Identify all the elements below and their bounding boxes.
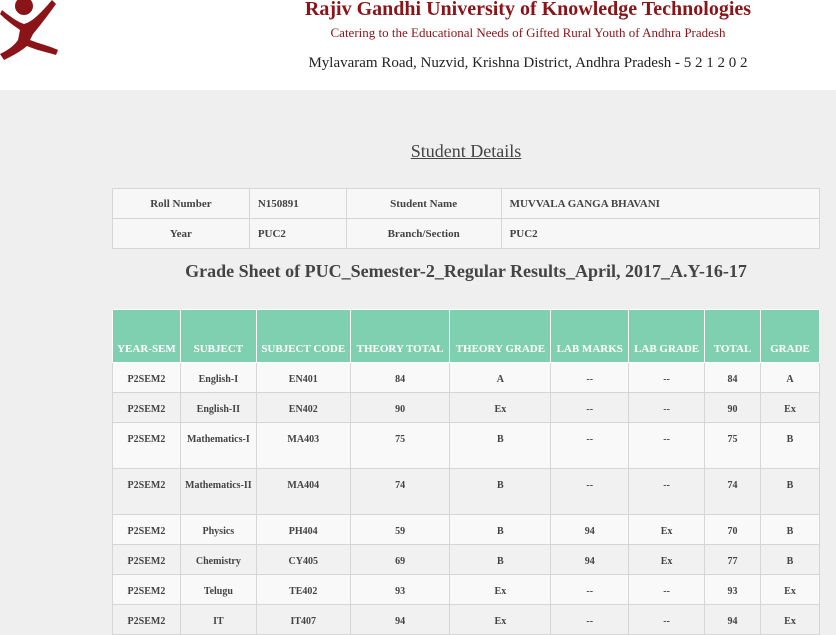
total-cell: 94 [705,605,761,635]
lab-grade-cell: -- [629,393,705,423]
theory-grade-cell: B [450,469,551,515]
year-sem-cell: P2SEM2 [113,515,181,545]
subject-code-cell: EN402 [256,393,350,423]
column-header: THEORY TOTAL [350,310,450,363]
subject-cell: Mathematics-II [180,469,256,515]
grade-table-header-row [113,310,820,363]
column-header: GRADE [760,310,819,363]
theory-total-cell: 84 [350,363,450,393]
lab-marks-cell: -- [551,363,629,393]
lab-marks-cell: 94 [551,545,629,575]
theory-grade-cell: B [450,515,551,545]
university-title: Rajiv Gandhi University of Knowledge Technologies [304,0,752,20]
theory-grade-cell: Ex [450,605,551,635]
lab-grade-cell: -- [629,575,705,605]
grade-sheet-table [112,309,820,635]
theory-grade-cell: Ex [450,575,551,605]
column-header: SUBJECT CODE [256,310,350,363]
subject-cell: Telugu [180,575,256,605]
lab-marks-cell: -- [551,423,629,469]
branch-section-value: PUC2 [501,219,819,249]
theory-total-cell: 59 [350,515,450,545]
university-tagline: Catering to the Educational Needs of Gifted Rural Youth of Andhra Pradesh [330,25,726,40]
student-name-label: Student Name [346,189,501,219]
theory-grade-cell: B [450,423,551,469]
table-row [113,469,820,515]
grade-cell: B [760,515,819,545]
year-sem-cell: P2SEM2 [113,363,181,393]
lab-marks-cell: -- [551,393,629,423]
table-row [113,515,820,545]
student-details-row [113,219,820,249]
grade-cell: A [760,363,819,393]
lab-grade-cell: -- [629,423,705,469]
total-cell: 77 [705,545,761,575]
subject-code-cell: MA404 [256,469,350,515]
grade-cell: Ex [760,393,819,423]
table-row [113,423,820,469]
lab-marks-cell: -- [551,469,629,515]
page-header [0,0,836,90]
lab-marks-cell: -- [551,575,629,605]
grade-cell: B [760,469,819,515]
theory-total-cell: 93 [350,575,450,605]
subject-code-cell: PH404 [256,515,350,545]
theory-grade-cell: Ex [450,393,551,423]
theory-total-cell: 75 [350,423,450,469]
branch-section-label: Branch/Section [346,219,501,249]
grade-cell: B [760,545,819,575]
lab-grade-cell: -- [629,363,705,393]
grade-cell: Ex [760,605,819,635]
table-row [113,575,820,605]
theory-total-cell: 90 [350,393,450,423]
subject-cell: Chemistry [180,545,256,575]
lab-marks-cell: 94 [551,515,629,545]
subject-cell: IT [180,605,256,635]
roll-number-label: Roll Number [113,189,250,219]
theory-total-cell: 74 [350,469,450,515]
total-cell: 74 [705,469,761,515]
subject-cell: Mathematics-I [180,423,256,469]
theory-total-cell: 94 [350,605,450,635]
column-header: YEAR-SEM [113,310,181,363]
year-sem-cell: P2SEM2 [113,469,181,515]
year-value: PUC2 [249,219,346,249]
year-sem-cell: P2SEM2 [113,545,181,575]
table-row [113,363,820,393]
subject-cell: English-I [180,363,256,393]
subject-code-cell: MA403 [256,423,350,469]
year-label: Year [113,219,250,249]
student-details-heading: Student Details [410,141,522,161]
subject-code-cell: CY405 [256,545,350,575]
year-sem-cell: P2SEM2 [113,575,181,605]
student-details-table [112,188,820,249]
lab-grade-cell: Ex [629,515,705,545]
column-header: SUBJECT [180,310,256,363]
total-cell: 90 [705,393,761,423]
year-sem-cell: P2SEM2 [113,393,181,423]
column-header: LAB GRADE [629,310,705,363]
column-header: THEORY GRADE [450,310,551,363]
roll-number-value: N150891 [249,189,346,219]
year-sem-cell: P2SEM2 [113,605,181,635]
year-sem-cell: P2SEM2 [113,423,181,469]
total-cell: 93 [705,575,761,605]
lab-grade-cell: -- [629,469,705,515]
table-row [113,545,820,575]
subject-code-cell: EN401 [256,363,350,393]
subject-cell: Physics [180,515,256,545]
table-row [113,393,820,423]
grade-sheet-title: Grade Sheet of PUC_Semester-2_Regular Results_April, 2017_A.Y-16-17 [185,261,747,281]
column-header: TOTAL [705,310,761,363]
total-cell: 70 [705,515,761,545]
theory-grade-cell: B [450,545,551,575]
grade-cell: Ex [760,575,819,605]
subject-code-cell: IT407 [256,605,350,635]
student-details-row [113,189,820,219]
lab-marks-cell: -- [551,605,629,635]
university-address: Mylavaram Road, Nuzvid, Krishna District, Andhra Pradesh - 5 2 1 2 0 2 [308,55,748,71]
subject-code-cell: TE402 [256,575,350,605]
theory-total-cell: 69 [350,545,450,575]
total-cell: 75 [705,423,761,469]
column-header: LAB MARKS [551,310,629,363]
subject-cell: English-II [180,393,256,423]
theory-grade-cell: A [450,363,551,393]
grade-cell: B [760,423,819,469]
total-cell: 84 [705,363,761,393]
student-name-value: MUVVALA GANGA BHAVANI [501,189,819,219]
lab-grade-cell: Ex [629,545,705,575]
lab-grade-cell: -- [629,605,705,635]
